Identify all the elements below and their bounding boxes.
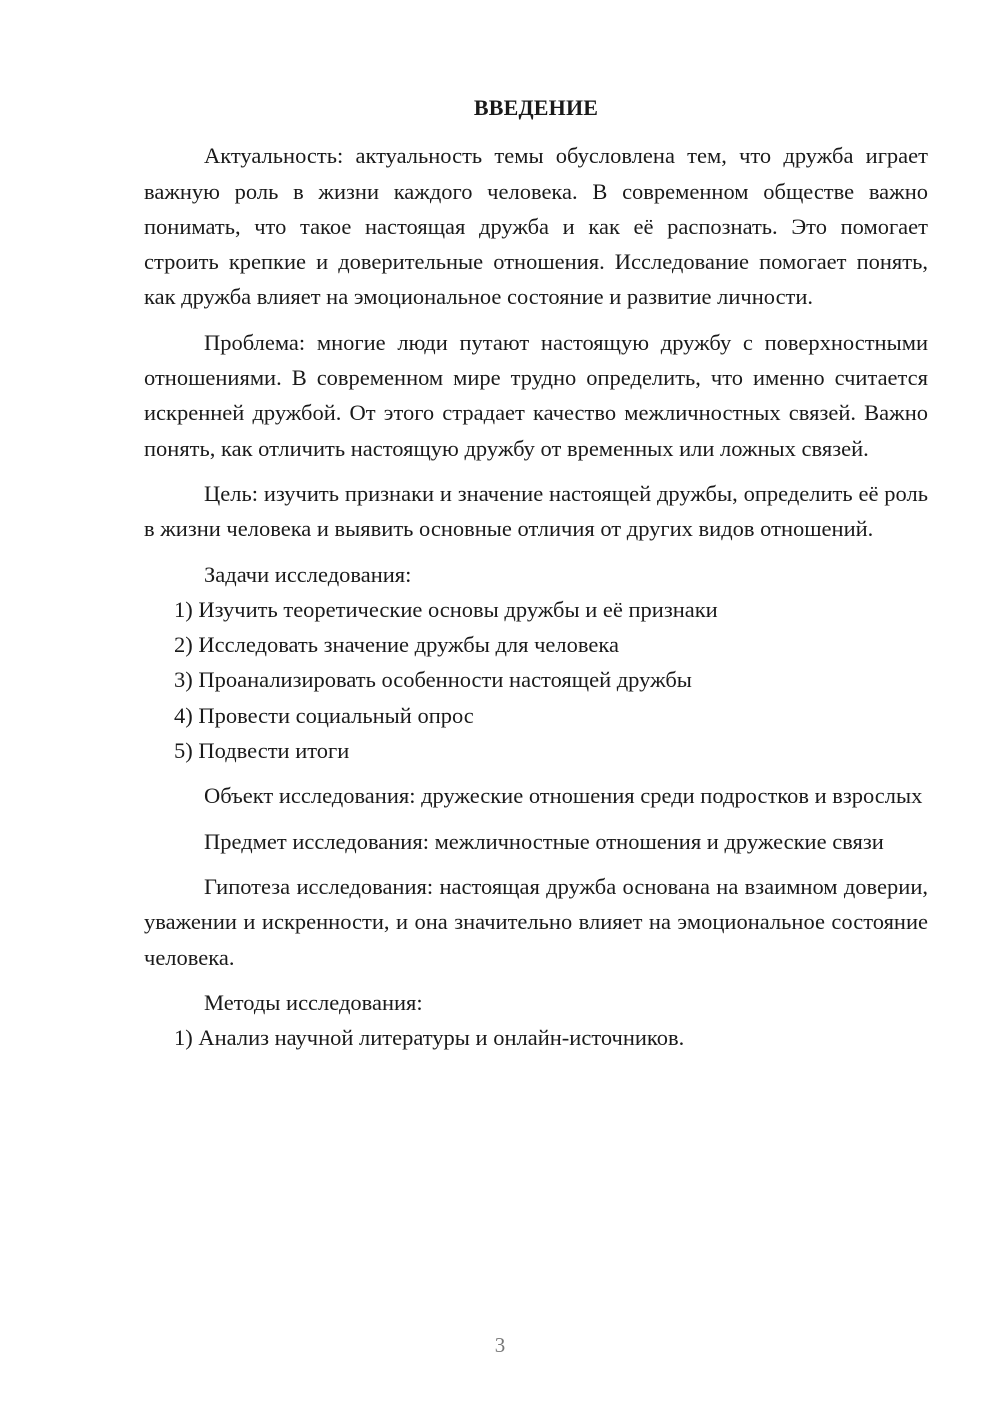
task-item-4: 4) Провести социальный опрос [174, 702, 474, 728]
task-item-5: 5) Подвести итоги [174, 738, 350, 764]
methods-label: Методы исследования: [204, 989, 423, 1015]
page-number: 3 [494, 1333, 506, 1357]
task-item-1: 1) Изучить теоретические основы дружбы и её признаки [174, 596, 718, 622]
hypothesis-paragraph: Гипотеза исследования: настоящая дружба основана на взаимном доверии, уважении и искренности, и она значительно влияет на эмоциональное состояние человека. [144, 873, 928, 970]
task-item-2: 2) Исследовать значение дружбы для человека [174, 632, 619, 658]
problem-paragraph: Проблема: многие люди путают настоящую дружбу с поверхностными отношениями. В современном мире трудно определить, что именно считается искренней дружбой. От этого страдает качество межличностных связей. Важно понять, как отличить настоящую дружбу от временных или ложных связей. [144, 329, 928, 461]
task-item-3: 3) Проанализировать особенности настоящей дружбы [174, 667, 692, 693]
method-item-1: 1) Анализ научной литературы и онлайн-источников. [174, 1025, 685, 1051]
relevance-paragraph: Актуальность: актуальность темы обусловлена тем, что дружба играет важную роль в жизни каждого человека. В современном обществе важно понимать, что такое настоящая дружба и как её распознать. Это помогает строить крепкие и доверительные отношения. Исследование помогает понять, как дружба влияет на эмоциональное состояние и развитие личности. [144, 143, 928, 310]
object-paragraph: Объект исследования: дружеские отношения среди подростков и взрослых [204, 783, 923, 809]
goal-paragraph: Цель: изучить признаки и значение настоящей дружбы, определить её роль в жизни человека и выявить основные отличия от других видов отношений. [144, 480, 928, 542]
document-page [144, 90, 928, 1055]
subject-paragraph: Предмет исследования: межличностные отношения и дружеские связи [204, 828, 884, 854]
page-title: ВВЕДЕНИЕ [473, 95, 599, 120]
tasks-label: Задачи исследования: [204, 561, 412, 587]
